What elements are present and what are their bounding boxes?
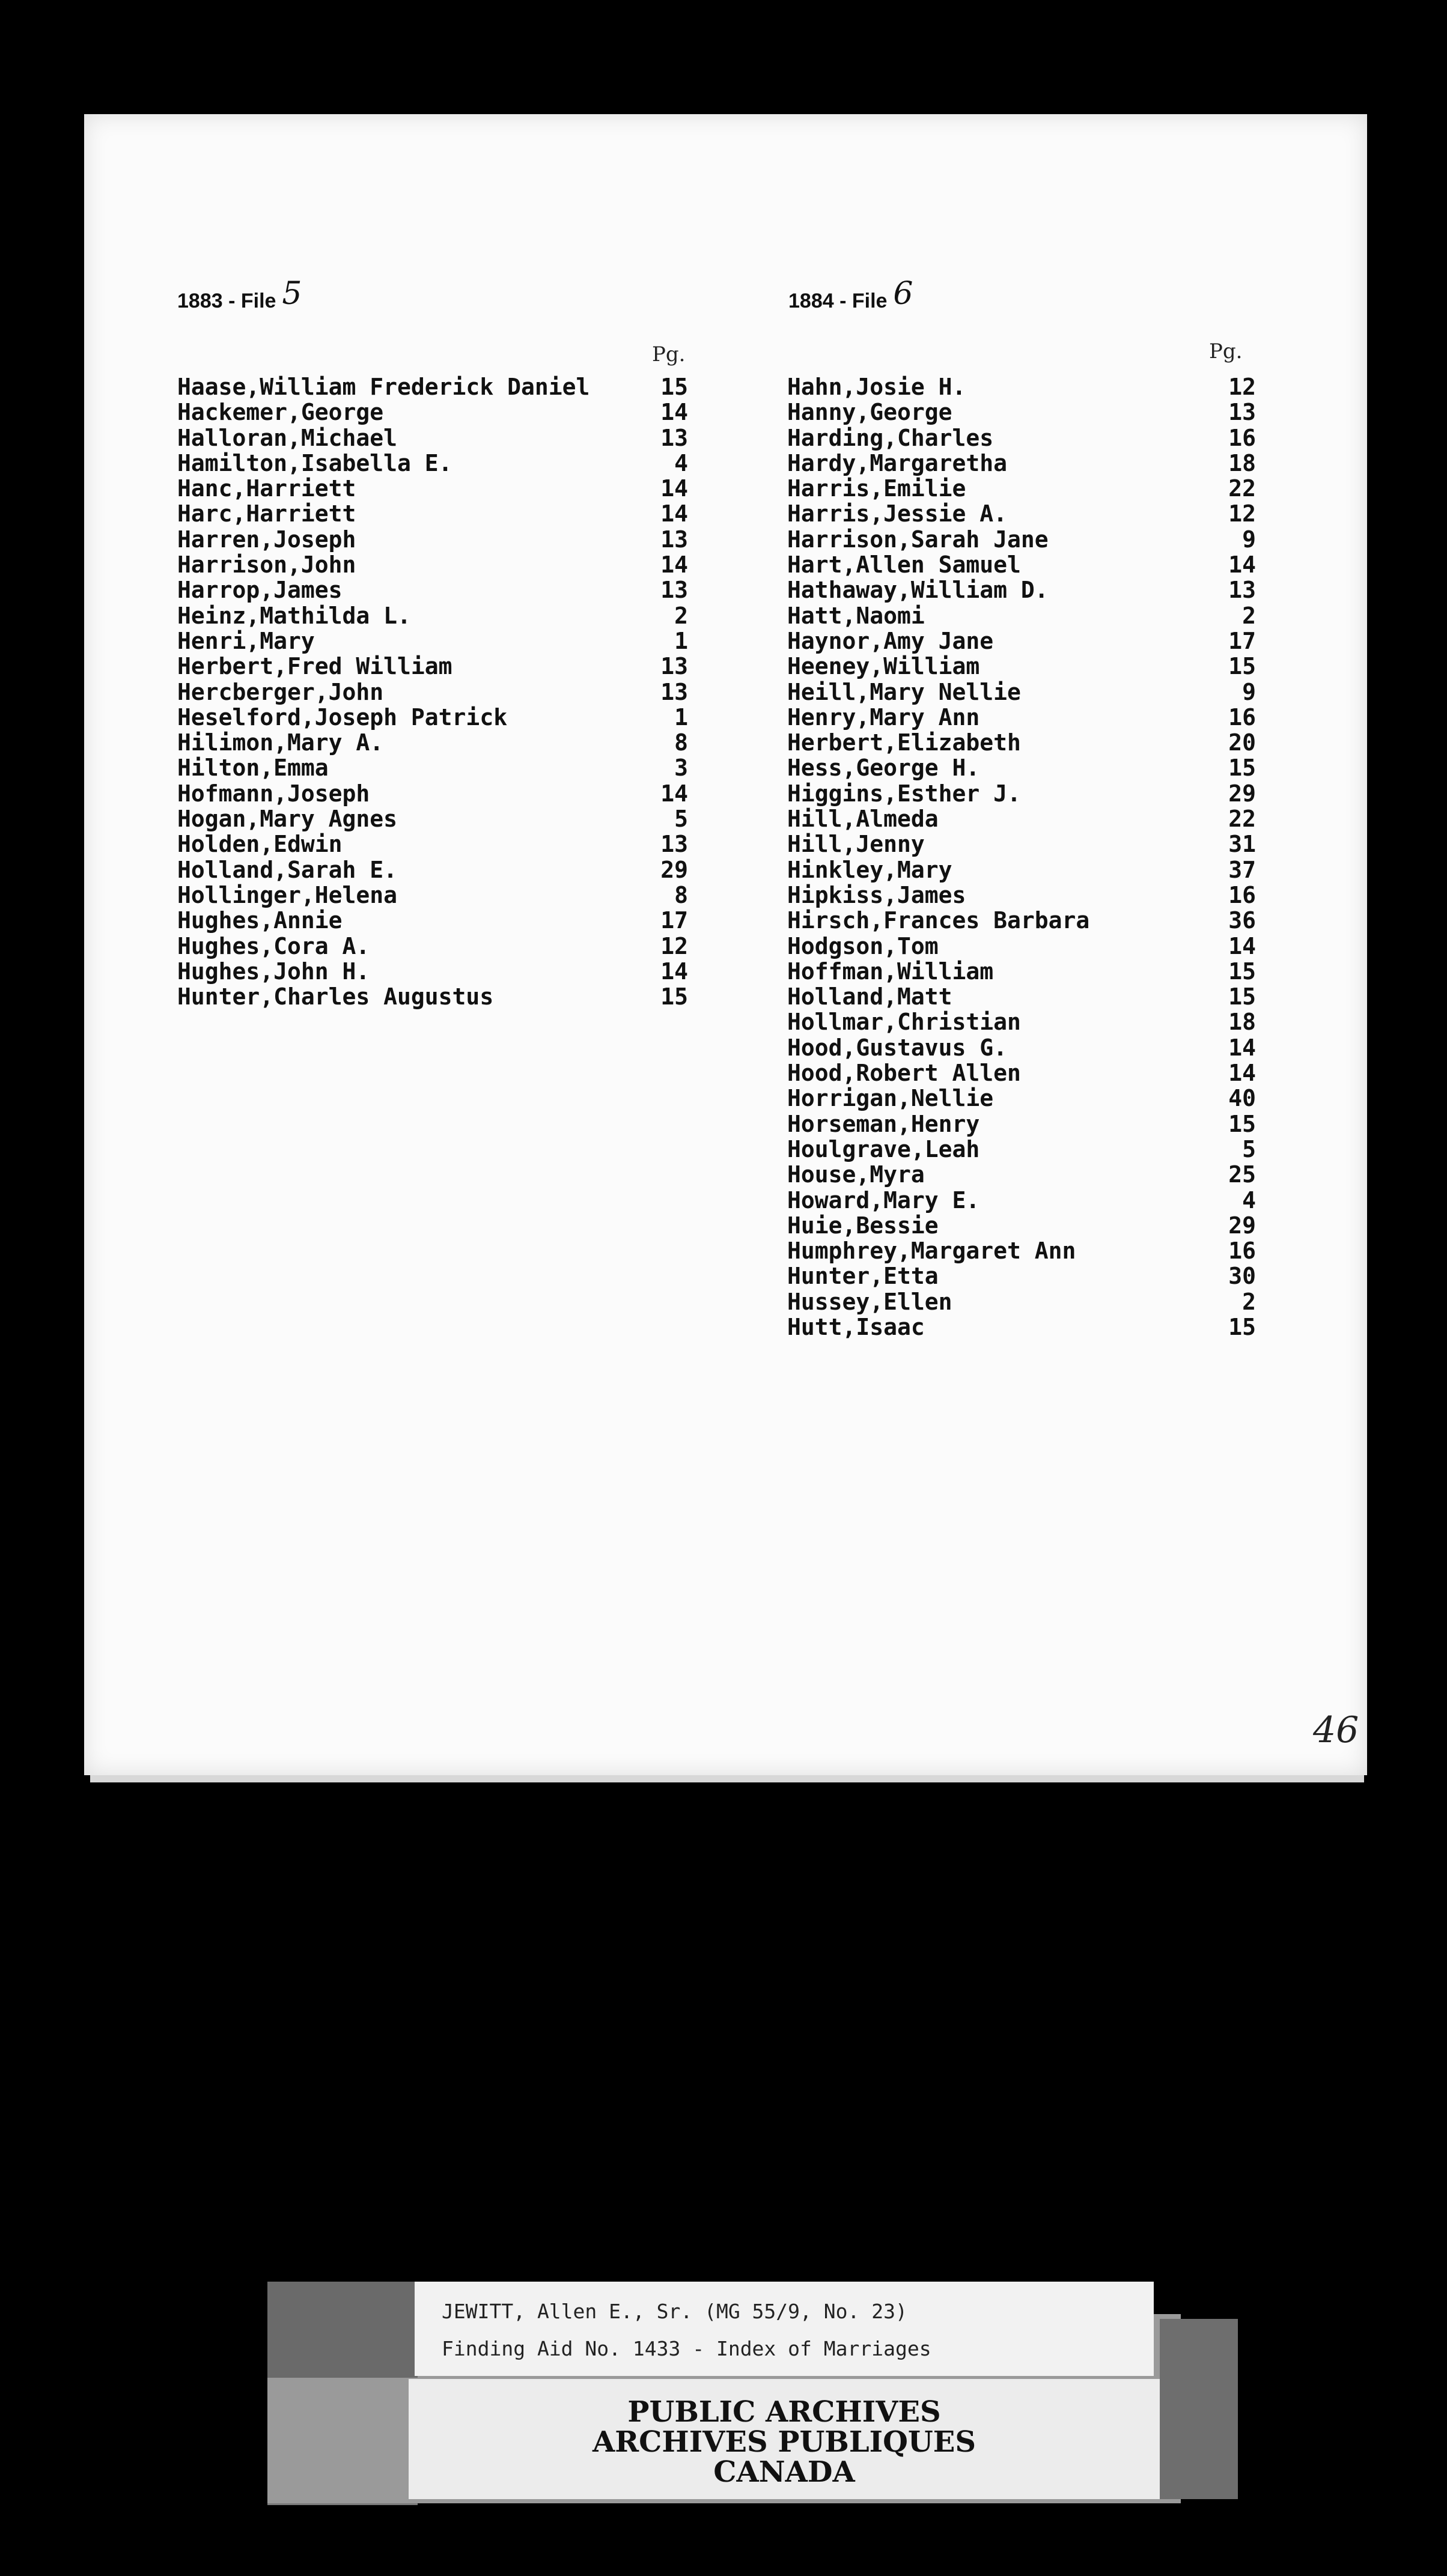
index-entry xyxy=(787,577,1256,603)
entry-page: 15 xyxy=(1228,653,1256,680)
entry-page: 31 xyxy=(1228,831,1256,858)
entry-page: 13 xyxy=(660,526,688,553)
index-entry xyxy=(177,781,688,806)
entry-page: 14 xyxy=(1228,1060,1256,1087)
entry-page: 12 xyxy=(1228,374,1256,400)
index-entry xyxy=(177,476,688,501)
index-entry xyxy=(787,425,1256,451)
index-entry xyxy=(787,1238,1256,1263)
index-entry xyxy=(787,399,1256,425)
entry-name: Henry,Mary Ann xyxy=(787,703,980,731)
index-entry xyxy=(177,603,688,628)
index-entry xyxy=(177,984,688,1009)
index-entry xyxy=(177,705,688,730)
stamp-line-3: CANADA xyxy=(713,2455,855,2489)
entry-name: Harc,Harriett xyxy=(177,500,356,527)
entry-name: Haase,William Frederick Daniel xyxy=(177,374,590,400)
entry-page: 22 xyxy=(1228,475,1256,502)
entry-page: 1 xyxy=(674,703,688,731)
index-entry xyxy=(787,1213,1256,1238)
stamp-line-1: PUBLIC ARCHIVES xyxy=(627,2395,941,2429)
index-entry xyxy=(177,806,688,831)
entry-name: Higgins,Esther J. xyxy=(787,780,1021,807)
entry-page: 14 xyxy=(660,399,688,426)
entry-page: 12 xyxy=(660,932,688,959)
entry-name: Hill,Almeda xyxy=(787,806,939,833)
index-entry xyxy=(177,654,688,679)
entry-name: Holland,Matt xyxy=(787,983,952,1010)
right-file-number-handwritten: 6 xyxy=(893,276,913,312)
index-entry xyxy=(787,908,1256,933)
index-entry xyxy=(177,908,688,933)
entry-page: 4 xyxy=(674,449,688,476)
entry-name: Harrison,Sarah Jane xyxy=(787,526,1049,553)
entry-name: Hutt,Isaac xyxy=(787,1313,925,1340)
label-line-2: Finding Aid No. 1433 - Index of Marriages xyxy=(442,2337,931,2360)
entry-page: 29 xyxy=(1228,780,1256,807)
finding-aid-label xyxy=(415,2282,1154,2376)
index-entry xyxy=(787,654,1256,679)
index-entry xyxy=(787,1188,1256,1213)
entry-page: 13 xyxy=(1228,577,1256,604)
label-line-1: JEWITT, Allen E., Sr. (MG 55/9, No. 23) xyxy=(442,2300,907,2323)
entry-name: Harren,Joseph xyxy=(177,526,356,553)
entry-name: Hussey,Ellen xyxy=(787,1288,952,1315)
entry-name: Harrison,John xyxy=(177,551,356,579)
index-entry xyxy=(177,628,688,654)
index-entry xyxy=(787,628,1256,654)
index-entry xyxy=(177,552,688,577)
stamp-band-right xyxy=(1160,2319,1238,2499)
index-entry xyxy=(787,1035,1256,1060)
entry-page: 16 xyxy=(1228,881,1256,908)
index-entry xyxy=(787,451,1256,476)
entry-page: 1 xyxy=(674,627,688,654)
entry-name: Horrigan,Nellie xyxy=(787,1085,994,1112)
entry-page: 15 xyxy=(1228,755,1256,782)
index-entry xyxy=(787,1086,1256,1111)
entry-name: Herbert,Elizabeth xyxy=(787,729,1021,756)
index-entry xyxy=(787,831,1256,857)
entry-page: 15 xyxy=(660,983,688,1010)
entry-page: 14 xyxy=(1228,551,1256,579)
entry-name: Hahn,Josie H. xyxy=(787,374,966,400)
entry-name: Haynor,Amy Jane xyxy=(787,627,994,654)
entry-page: 15 xyxy=(660,374,688,400)
index-entry xyxy=(787,679,1256,705)
entry-page: 15 xyxy=(1228,1110,1256,1137)
entry-page: 20 xyxy=(1228,729,1256,756)
entry-page: 9 xyxy=(1242,678,1256,705)
entry-page: 2 xyxy=(674,602,688,629)
entry-page: 13 xyxy=(660,653,688,680)
entry-page: 2 xyxy=(1242,1288,1256,1315)
entry-page: 14 xyxy=(660,958,688,985)
entry-name: Hood,Gustavus G. xyxy=(787,1034,1008,1061)
entry-name: Hunter,Etta xyxy=(787,1263,939,1290)
index-entry xyxy=(787,374,1256,399)
index-entry xyxy=(787,1314,1256,1340)
left-file-number-handwritten: 5 xyxy=(282,276,302,312)
entry-name: Heinz,Mathilda L. xyxy=(177,602,411,629)
index-entry xyxy=(177,831,688,857)
index-entry xyxy=(787,705,1256,730)
entry-page: 5 xyxy=(1242,1135,1256,1162)
entry-name: Hunter,Charles Augustus xyxy=(177,983,494,1010)
index-entry xyxy=(177,934,688,959)
entry-name: Hackemer,George xyxy=(177,399,384,426)
entry-page: 13 xyxy=(660,424,688,451)
left-pg-header: Pg. xyxy=(652,342,686,366)
entry-name: Huie,Bessie xyxy=(787,1212,939,1239)
index-entry xyxy=(787,1137,1256,1162)
entry-page: 36 xyxy=(1228,907,1256,934)
entry-name: Hughes,Annie xyxy=(177,907,343,934)
entry-name: Hollinger,Helena xyxy=(177,881,398,908)
index-entry xyxy=(787,984,1256,1009)
entry-name: Hilimon,Mary A. xyxy=(177,729,384,756)
entry-page: 14 xyxy=(660,500,688,527)
entry-page: 12 xyxy=(1228,500,1256,527)
entry-page: 25 xyxy=(1228,1161,1256,1188)
entry-page: 14 xyxy=(1228,932,1256,959)
index-entry xyxy=(787,527,1256,552)
entry-page: 18 xyxy=(1228,449,1256,476)
index-entry xyxy=(177,882,688,908)
entry-name: Hamilton,Isabella E. xyxy=(177,449,452,476)
entry-name: Holden,Edwin xyxy=(177,831,343,858)
entry-page: 17 xyxy=(1228,627,1256,654)
entry-page: 13 xyxy=(1228,399,1256,426)
entry-name: Hinkley,Mary xyxy=(787,856,952,883)
index-entry xyxy=(177,527,688,552)
right-entry-list xyxy=(787,374,1256,1340)
entry-name: Halloran,Michael xyxy=(177,424,398,451)
index-entry xyxy=(787,806,1256,831)
entry-page: 15 xyxy=(1228,983,1256,1010)
entry-name: Hofmann,Joseph xyxy=(177,780,370,807)
index-entry xyxy=(787,1162,1256,1187)
entry-name: Heselford,Joseph Patrick xyxy=(177,703,508,731)
entry-page: 14 xyxy=(1228,1034,1256,1061)
entry-name: Humphrey,Margaret Ann xyxy=(787,1238,1076,1265)
entry-page: 37 xyxy=(1228,856,1256,883)
index-entry xyxy=(787,882,1256,908)
entry-name: Hatt,Naomi xyxy=(787,602,925,629)
entry-name: Henri,Mary xyxy=(177,627,315,654)
entry-name: Harris,Jessie A. xyxy=(787,500,1008,527)
entry-name: Harrop,James xyxy=(177,577,343,604)
entry-name: Howard,Mary E. xyxy=(787,1186,980,1214)
index-entry xyxy=(177,577,688,603)
index-entry xyxy=(787,1263,1256,1289)
entry-name: Heeney,William xyxy=(787,653,980,680)
entry-name: Hanny,George xyxy=(787,399,952,426)
index-entry xyxy=(787,730,1256,755)
entry-page: 18 xyxy=(1228,1009,1256,1036)
index-entry xyxy=(177,959,688,984)
index-entry xyxy=(177,679,688,705)
entry-page: 14 xyxy=(660,475,688,502)
left-file-title xyxy=(177,276,302,315)
entry-name: Harding,Charles xyxy=(787,424,994,451)
entry-page: 15 xyxy=(1228,1313,1256,1340)
entry-name: Horseman,Henry xyxy=(787,1110,980,1137)
entry-name: Hollmar,Christian xyxy=(787,1009,1021,1036)
entry-name: Hilton,Emma xyxy=(177,755,329,782)
entry-name: Houlgrave,Leah xyxy=(787,1135,980,1162)
index-entry xyxy=(177,755,688,780)
entry-page: 16 xyxy=(1228,703,1256,731)
index-entry xyxy=(787,552,1256,577)
entry-name: Hill,Jenny xyxy=(787,831,925,858)
entry-name: Harris,Emilie xyxy=(787,475,966,502)
entry-page: 13 xyxy=(660,831,688,858)
entry-name: Hogan,Mary Agnes xyxy=(177,806,398,833)
entry-name: Hess,George H. xyxy=(787,755,980,782)
entry-name: Hirsch,Frances Barbara xyxy=(787,907,1090,934)
index-entry xyxy=(177,451,688,476)
index-entry xyxy=(787,934,1256,959)
entry-page: 8 xyxy=(674,729,688,756)
entry-page: 22 xyxy=(1228,806,1256,833)
entry-name: House,Myra xyxy=(787,1161,925,1188)
entry-page: 3 xyxy=(674,755,688,782)
stamp-line-2: ARCHIVES PUBLIQUES xyxy=(593,2425,976,2459)
entry-name: Hercberger,John xyxy=(177,678,384,705)
entry-page: 13 xyxy=(660,577,688,604)
page-edge xyxy=(90,1775,1364,1782)
entry-name: Hart,Allen Samuel xyxy=(787,551,1021,579)
entry-page: 14 xyxy=(660,780,688,807)
entry-name: Hughes,John H. xyxy=(177,958,370,985)
entry-page: 4 xyxy=(1242,1186,1256,1214)
entry-page: 40 xyxy=(1228,1085,1256,1112)
left-file-title-text: 1883 - File xyxy=(177,290,276,312)
entry-page: 13 xyxy=(660,678,688,705)
entry-name: Holland,Sarah E. xyxy=(177,856,398,883)
entry-name: Hardy,Margaretha xyxy=(787,449,1008,476)
right-file-title xyxy=(788,276,913,315)
index-entry xyxy=(177,374,688,399)
label-shadow xyxy=(267,2282,418,2378)
index-entry xyxy=(787,1111,1256,1137)
entry-page: 16 xyxy=(1228,424,1256,451)
index-entry xyxy=(787,755,1256,780)
index-entry xyxy=(787,476,1256,501)
archives-stamp xyxy=(409,2397,1160,2487)
entry-page: 15 xyxy=(1228,958,1256,985)
entry-page: 29 xyxy=(660,856,688,883)
entry-page: 30 xyxy=(1228,1263,1256,1290)
index-entry xyxy=(787,1289,1256,1314)
entry-name: Hodgson,Tom xyxy=(787,932,939,959)
index-entry xyxy=(787,603,1256,628)
entry-name: Hipkiss,James xyxy=(787,881,966,908)
index-entry xyxy=(787,781,1256,806)
entry-page: 29 xyxy=(1228,1212,1256,1239)
index-entry xyxy=(177,425,688,451)
entry-name: Herbert,Fred William xyxy=(177,653,452,680)
entry-name: Hathaway,William D. xyxy=(787,577,1049,604)
index-entry xyxy=(177,730,688,755)
entry-page: 17 xyxy=(660,907,688,934)
entry-name: Hoffman,William xyxy=(787,958,994,985)
index-entry xyxy=(787,857,1256,882)
entry-page: 8 xyxy=(674,881,688,908)
entry-name: Hood,Robert Allen xyxy=(787,1060,1021,1087)
right-file-title-text: 1884 - File xyxy=(788,290,888,312)
entry-name: Hanc,Harriett xyxy=(177,475,356,502)
index-entry xyxy=(177,857,688,882)
right-pg-header: Pg. xyxy=(1209,339,1243,363)
index-entry xyxy=(787,501,1256,526)
index-entry xyxy=(177,399,688,425)
entry-page: 2 xyxy=(1242,602,1256,629)
entry-page: 14 xyxy=(660,551,688,579)
handwritten-page-number: 46 xyxy=(1313,1709,1359,1751)
index-entry xyxy=(787,1060,1256,1086)
entry-page: 5 xyxy=(674,806,688,833)
index-entry xyxy=(787,959,1256,984)
left-entry-list xyxy=(177,374,688,1009)
entry-name: Hughes,Cora A. xyxy=(177,932,370,959)
index-entry xyxy=(177,501,688,526)
entry-page: 9 xyxy=(1242,526,1256,553)
index-entry xyxy=(787,1009,1256,1034)
entry-page: 16 xyxy=(1228,1238,1256,1265)
entry-name: Heill,Mary Nellie xyxy=(787,678,1021,705)
